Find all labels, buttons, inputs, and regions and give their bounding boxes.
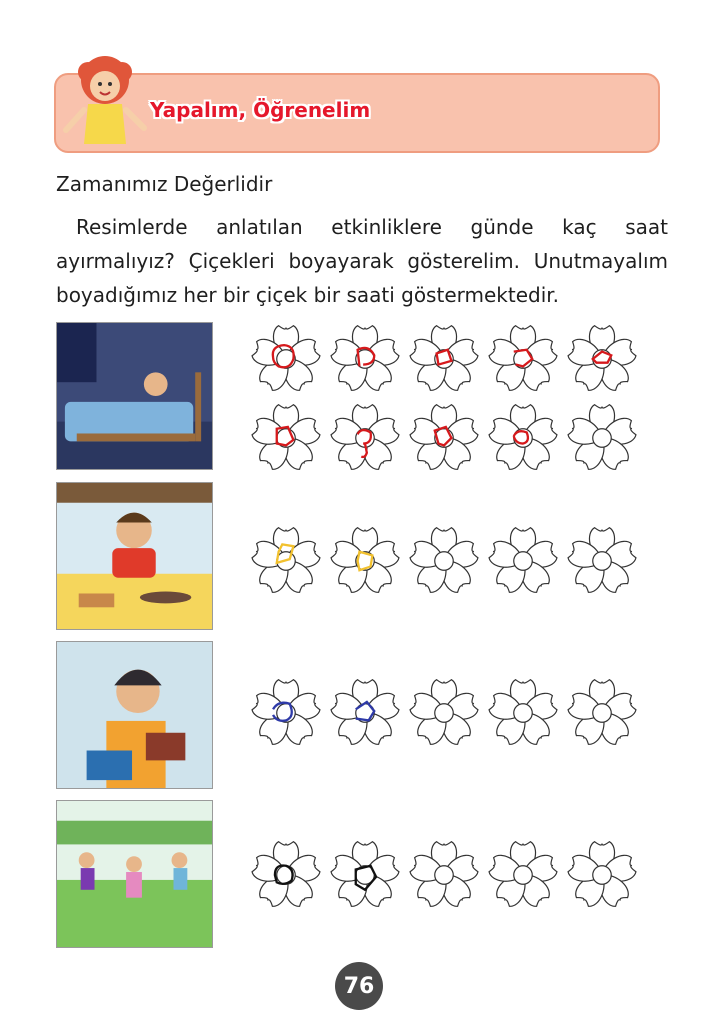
hour-flower-icon[interactable] [407,676,481,750]
hour-flower-icon[interactable] [565,524,639,598]
hour-flower-icon[interactable] [486,838,560,912]
hour-flower-marked-icon[interactable] [328,676,402,750]
hour-flower-marked-icon[interactable] [249,676,323,750]
hour-flower-marked-icon[interactable] [328,401,402,475]
hour-flower-icon[interactable] [565,676,639,750]
hour-flower-icon[interactable] [486,524,560,598]
banner-title: Yapalım, Öğrenelim [150,98,371,122]
hour-flower-marked-icon[interactable] [249,322,323,396]
hour-flower-marked-icon[interactable] [407,401,481,475]
eating-child-icon [56,482,213,630]
sleeping-child-icon [56,322,213,470]
hour-flower-marked-icon[interactable] [249,838,323,912]
hour-flower-marked-icon[interactable] [328,322,402,396]
hour-flower-icon[interactable] [407,838,481,912]
hour-flower-icon[interactable] [565,838,639,912]
playing-children-icon [56,800,213,948]
page-number: 76 [335,962,383,1010]
section-title: Zamanımız Değerlidir [56,172,273,196]
hour-flower-marked-icon[interactable] [249,401,323,475]
hour-flower-marked-icon[interactable] [328,838,402,912]
hour-flower-marked-icon[interactable] [486,401,560,475]
instruction-text: Resimlerde anlatılan etkinliklere günde kaç saat ayırmalıyız? Çiçekleri boyayarak gösterelim. Unutmayalım boyadığımız her bir çiçek bir saati göstermektedir. [56,215,668,307]
hour-flower-marked-icon[interactable] [486,322,560,396]
hour-flower-icon[interactable] [407,524,481,598]
girl-mascot-icon [60,52,150,152]
hour-flower-marked-icon[interactable] [328,524,402,598]
hour-flower-marked-icon[interactable] [565,322,639,396]
hour-flower-marked-icon[interactable] [249,524,323,598]
reading-child-icon [56,641,213,789]
hour-flower-icon[interactable] [565,401,639,475]
hour-flower-marked-icon[interactable] [407,322,481,396]
hour-flower-icon[interactable] [486,676,560,750]
